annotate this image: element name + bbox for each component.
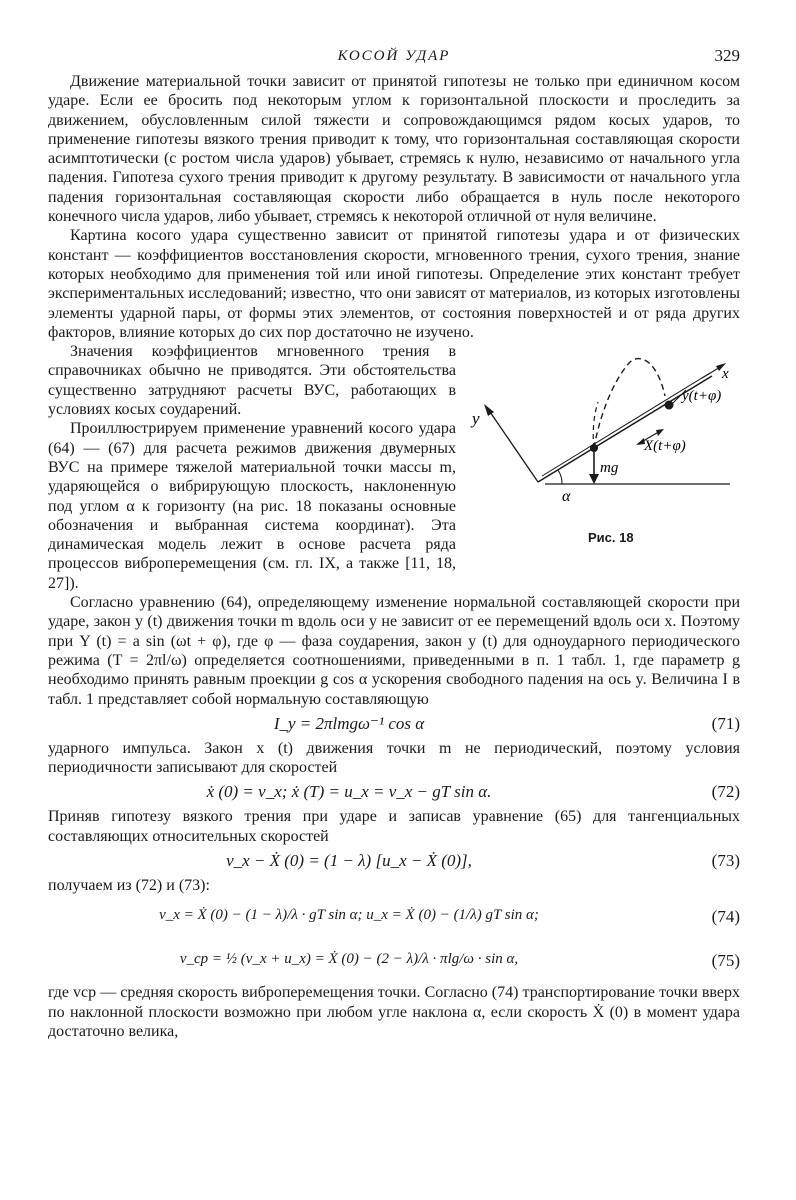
trajectory-return xyxy=(593,402,598,448)
paragraph-4: Проиллюстрируем применение уравнений косого удара (64) — (67) для расчета режимов движения двумерных ВУС на примере тяжелой материальной точки массы m, ударяющейся о вибрирующую плоскость, наклоненную под углом α к горизонту (на рис. 18 показаны основные обозначения и выбранная система координат). Эта динамическая модель лежит в основе расчета ряда процессов виброперемещения (см. гл. IX, а также [11, 18, 27]). xyxy=(48,420,456,592)
paragraph-5: Согласно уравнению (64), определяющему изменение нормальной составляющей скорости при ударе, закон y (t) движения точки m вдоль оси y не зависит от ее перемещений вдоль оси x. Поэтому при Y (t) = a sin (ωt + φ), где φ — фаза соударения, закон y (t) для одноударного периодического режима (T = 2πl/ω) определяется соотношениями, приведенными в п. 1 табл. 1, где параметр g необходимо принять равным проекции g cos α ускорения свободного падения на ось y. Величина I в табл. 1 представляет собой нормальную составляющую xyxy=(48,594,740,708)
point-mass xyxy=(665,401,674,410)
paragraph-1: Движение материальной точки зависит от принятой гипотезы не только при единичном косом ударе. Если ее бросить под некоторым углом к горизонтальной плоскости и проследить за движением, обусловленным силой тяжести и сопровождающимся рядом косых ударов, то применение гипотезы вязкого трения приводит к тому, что горизонтальная составляющая скорости асимптотически (с ростом числа ударов) убывает, стремясь к нулю, независимо от начального угла падения. Гипотеза сухого трения приводит к другому результату. В зависимости от начального угла падения горизонтальная составляющая скорости либо обращается в нуль после некоторого конечного числа ударов, либо убывает, стремясь к некоторой отличной от нуля величине. xyxy=(48,73,740,226)
equation-74-body: v_x = Ẋ (0) − (1 − λ)/λ · gT sin α; u_x = Ẋ (0) − (1/λ) gT sin α; xyxy=(159,907,539,924)
equation-72-number: (72) xyxy=(711,782,740,802)
equation-73-number: (73) xyxy=(711,850,740,870)
point-mass-impact xyxy=(590,444,598,452)
figure-caption: Рис. 18 xyxy=(588,530,634,546)
x-motion-arrowhead-right xyxy=(656,429,664,436)
paragraph-9: где vср — средняя скорость виброперемещения точки. Согласно (74) транспортирование точки вверх по наклонной плоскости возможно при любом угле наклона α, если скорость Ẋ (0) в момент удара достаточно велика, xyxy=(48,984,740,1040)
equation-73 xyxy=(48,846,740,876)
equation-72-body: ẋ (0) = v_x; ẋ (T) = u_x = v_x − gT sin α. xyxy=(206,782,492,802)
figure-18 xyxy=(470,354,740,562)
x-motion-label: X(t+φ) xyxy=(644,438,686,455)
page xyxy=(48,40,740,1041)
equation-74-number: (74) xyxy=(711,907,740,927)
page-header xyxy=(48,40,740,72)
paragraph-8: получаем из (72) и (73): xyxy=(48,876,210,894)
y-axis-label: y xyxy=(472,409,480,429)
gravity-arrowhead xyxy=(589,474,599,484)
paragraph-6: ударного импульса. Закон x (t) движения точки m не периодический, поэтому условия периодичности записывают для скоростей xyxy=(48,739,740,777)
equation-75-body: v_ср = ½ (v_x + u_x) = Ẋ (0) − (2 − λ)/λ · πlg/ω · sin α, xyxy=(179,951,519,968)
equation-75 xyxy=(48,939,740,983)
y-motion-label: y(t+φ) xyxy=(682,388,722,405)
equation-72 xyxy=(48,777,740,807)
equation-73-body: v_x − Ẋ (0) = (1 − λ) [u_x − Ẋ (0)], xyxy=(226,850,472,870)
equation-71 xyxy=(48,709,740,739)
equation-71-body: I_y = 2πlmgω⁻¹ cos α xyxy=(273,713,425,733)
paragraph-7: Приняв гипотезу вязкого трения при ударе и записав уравнение (65) для тангенциальных составляющих относительных скоростей xyxy=(48,808,740,845)
y-axis-arrowhead xyxy=(484,404,494,416)
angle-arc xyxy=(558,470,562,484)
inclined-plane-diagram xyxy=(470,354,740,534)
equation-74 xyxy=(48,895,740,939)
equation-75-number: (75) xyxy=(711,951,740,971)
page-number: 329 xyxy=(714,46,740,65)
running-title: КОСОЙ УДАР xyxy=(337,48,451,64)
angle-label: α xyxy=(562,488,571,506)
equation-71-number: (71) xyxy=(711,713,740,733)
paragraph-3: Значения коэффициентов мгновенного трения в справочниках обычно не приводятся. Эти обстоятельства существенно затрудняют расчеты ВУС, работающих в условиях косых соударений. xyxy=(48,343,456,419)
x-axis-label: x xyxy=(722,366,729,383)
y-axis-line xyxy=(488,409,538,482)
gravity-label: mg xyxy=(600,460,619,477)
paragraph-2: Картина косого удара существенно зависит от принятой гипотезы удара и от физических констант — коэффициентов восстановления скорости, мгновенного трения, сухого трения, знание которых необходимо для применения той или иной гипотезы. Определение этих констант требует экспериментальных исследований; известно, что они зависят от материалов, из которых изготовлены элементы ударной пары, от формы этих элементов, от состояния поверхностей и от ряда других факторов, влияние которых до сих пор достаточно не изучено. xyxy=(48,227,740,341)
